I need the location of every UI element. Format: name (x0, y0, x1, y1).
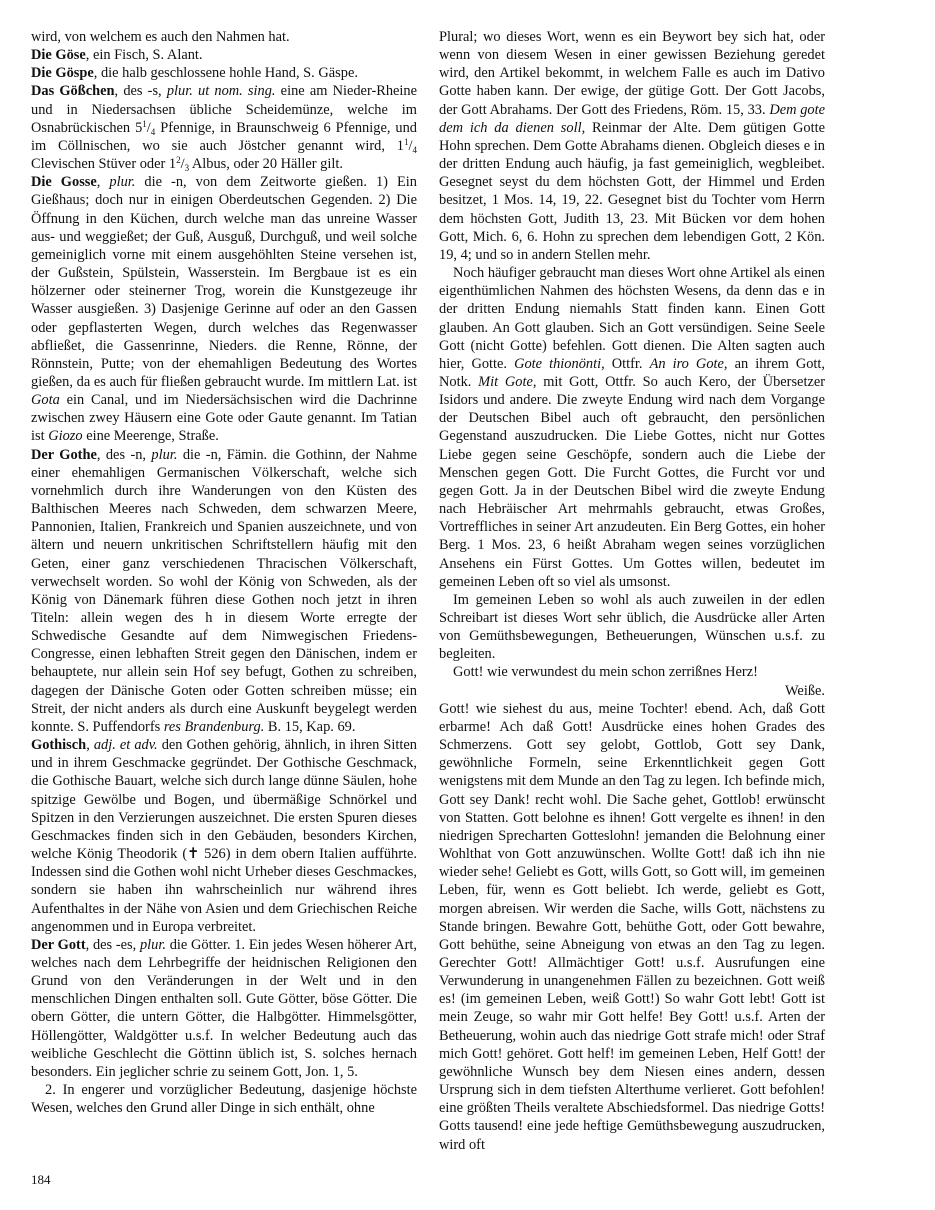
verse-quote: Gott! wie verwundest du mein schon zerrißnes Herz! (453, 664, 758, 681)
fraction-denominator: 4 (150, 126, 156, 137)
entry-gothe (31, 446, 417, 737)
grammar-note: plur. (109, 174, 136, 191)
headword: Die Göse (31, 47, 86, 64)
entry-text: den Gothen gehörig, ähnlich, in ihren Sitten und in ihrem Geschmacke gegründet. Der Gothische Geschmack, die Gothische Bauart, welche sich durch lange dünne Säulen, hohe spitzige Gewölbe und Bogen, und übermäßige Schnörkel und Spitzen in den Verzierungen auszeichnet. Die ersten Spuren dieses Geschmackes finden sich in den Gebäuden, besonders Kirchen, welche König Theodorik (✝ 526) in dem obern Italien aufführte. Indessen sind die Gothen wohl nicht Urheber dieses Geschmackes, sondern sie haben ihn wahrscheinlich nur während ihres Aufenthaltes in der Nähe von Asien und dem Griechischen Reiche angenommen und in Europa verbreitet. (31, 737, 418, 935)
entry-goespe (31, 64, 417, 82)
entry-text: , die halb geschlossene hohle Hand, S. Gäspe. (93, 65, 358, 82)
headword: Die Gosse (31, 174, 97, 191)
right-column (439, 28, 825, 1154)
entry-goesschen: Das Gößchen, des -s, plur. ut nom. sing. eine am Nieder-Rheine und in Niedersachsen übliche Scheidemünze, welche im Osnabrückischen $5^1/_4$ Pfennige, in Braunschweig 6 Pfennige, und im Cöllnischen, wo sie auch Jöstcher genannt wird, $1^1/_4$ Clevischen Stüver oder $1^2/_3$ Albus, oder 20 Häller gilt. (31, 83, 418, 174)
fraction-numerator: 1 (142, 118, 147, 129)
paragraph (439, 28, 825, 264)
entry-text: , des -s, (114, 83, 167, 100)
entry-text: die Götter. 1. Ein jedes Wesen höherer Art, welches nach dem Lehrbegriffe der heidnischen Religionen den Grund von den Veränderungen in der Welt und in den menschlichen Dingen enthalten soll. Gute Götter, böse Götter. Die obern Götter, die untern Götter, die Halbgötter. Himmelsgötter, Höllengötter, Waldgötter u.s.f. In welcher Bedeutung auch das weibliche Geschlecht die Göttinn üblich ist, S. solches hernach besonders. Ein jeglicher schrie zu seinem Gott, Jon. 1, 5. (31, 936, 418, 1080)
paragraph-text: an ihrem Gott, Notk. (439, 355, 826, 390)
fraction-numerator: 1 (404, 136, 409, 147)
fraction-numerator: 2 (176, 155, 181, 166)
entry-text: Pfennige, in Braunschweig 6 Pfennige, und im Cöllnischen, wo sie auch Jöstcher genannt wird, 1 (31, 119, 418, 154)
headword: Das Gößchen (31, 83, 115, 100)
headword: Die Göspe (31, 65, 94, 82)
grammar-note: adj. et adv. (93, 737, 158, 754)
entry-goese (31, 46, 417, 64)
entry-text: Albus, oder 20 Häller gilt. (189, 156, 343, 173)
entry-gott-sense-2: 2. In engerer und vorzüglicher Bedeutung, dasjenige höchste Wesen, welches den Grund aller Dinge in sich enthält, ohne (31, 1082, 417, 1117)
paragraph-text: Plural; wo dieses Wort, wenn es ein Beywort bey sich hat, oder wenn von diesem Wesen in einer gewissen Beziehung geredet wird, den Artikel bekommt, in welchem Falle es auch im Dativo Gotte haben kann. Der ewige, der gütige Gott. Der Gott Jacobs, der Gott Abrahams. Der Gott des Friedens, Röm. 15, 33. (439, 29, 825, 118)
citation-title: res Brandenburg. (163, 718, 265, 735)
paragraph-text: Reinmar der Alte. Dem gütigen Gotte Hohn sprechen. Dem Gotte Abrahams dienen. Obgleich dieses e in der dritten Endung auch häufig, ja fast gemeiniglich, wegbleibet. Gesegnet seyst du dem höchsten Gott, der Himmel und Erden besitzet, 1 Mos. 14, 19, 22. Gesegnet bist du Tochter vom Herrn dem höchsten Gott, Judith 13, 23. Mit Bücken vor dem hohen Gott, Mich. 6, 6. Hohn zu sprechen dem lebendigen Gott, 2 Kön. 19, 4; und so in andern Stellen mehr. (439, 119, 825, 263)
paragraph: Im gemeinen Leben so wohl als auch zuweilen in der edlen Schreibart ist dieses Wort sehr üblich, die Ausdrücke aller Arten von Gemüthsbewegungen, Betheuerungen, Wünschen u.s.f. zu begleiten. (439, 591, 825, 663)
entry-gothisch (31, 736, 417, 936)
entry-gott (31, 936, 417, 1081)
paragraph-text: Ottfr. (604, 355, 650, 372)
page-number: 184 (31, 1172, 51, 1187)
grammar-note: plur. (139, 936, 166, 953)
entry-text: , des -n, (96, 446, 152, 463)
entry-text: , ein Fisch, S. Alant. (85, 47, 203, 64)
entry-text: eine am Nieder-Rheine und in Niedersachsen übliche Scheidemünze, welche im Osnabrückischen 5 (31, 83, 417, 136)
quotation: Mit Gote, (478, 373, 537, 390)
verse-source: Weiße. (785, 682, 825, 699)
entry-continuation: wird, von welchem es auch den Nahmen hat. (31, 29, 290, 45)
entry-text: die -n, von dem Zeitworte gießen. 1) Ein Gießhaus; doch nur in einigen Oberdeutschen Gegenden. 2) Die Öffnung in den Küchen, durch welche man das unreine Wasser aus- und weggießet; der Guß, Ausguß, Durchguß, und weil solche gemeiniglich vorne mit einem ausgehöhlten Steine versehen ist, der Gußstein, Spülstein, Wasserstein. Im Bergbaue ist es ein hölzerner oder steinerner Trog, worein die Kunstgezeuge ihr Wasser ausgießen. 3) Dasjenige Gerinne auf oder an den Gassen oder gepflasterten Wegen, durch welches das Regenwasser abfließet, die Gassenrinne, Nieders. die Renne, Rönne, der Rönnstein, Putte; von der ehemahligen Bedeutung des Wortes gießen, da es auch für fließen gebraucht wurde. Im mittlern Lat. ist (31, 174, 417, 390)
paragraph-text: Noch häufiger gebraucht man dieses Wort ohne Artikel als einen eigenthümlichen Nahmen des höchsten Wesens, da denn das e in der dritten Endung niemahls Statt finden kann. Einen Gott glauben. An Gott glauben. Sich an Gott versündigen. Seine Seele Gott (nicht Gotte) befehlen. Gott dienen. Die Alten sagten auch hier, Gotte. (439, 265, 825, 372)
grammar-note: plur. ut nom. sing. (166, 83, 276, 100)
entry-text: eine Meerenge, Straße. (82, 428, 219, 445)
entry-text: , des -es, (85, 936, 140, 953)
paragraph (439, 264, 825, 591)
entry-text: die -n, Fämin. die Gothinn, der Nahme einer ehemahligen Germanischen Völkerschaft, welche sich vornehmlich durch ihre Wanderungen von den Küsten des Balthischen Meeres nach Schweden, dem schwarzen Meere, Pannonien, Italien, Frankreich und Spanien auszeichnete, und von ältern und neuern unkritischen Schriftstellern häufig mit den Geten, einer ganz verschiedenen Thracischen Völkerschaft, verwechselt worden. So wohl der König von Schweden, als der König von Dänemark führen diese Gothen noch jetzt in ihren Titeln: allein wegen des h in diesem Worte erregte der Schwedische Gesandte auf dem Nimwegischen Friedens-Congresse, einen lebhaften Streit gegen den Dänischen, indem er behauptete, nur allein sein Hof sey befugt, Gothen zu schreiben, dagegen der Dänische Goten oder Gotten schreiben müsse; ein Streit, der nicht anders als durch eine Auskunft beygelegt werden konnte. S. Puffendorfs (31, 446, 417, 735)
entry-text: , (96, 174, 110, 191)
paragraph: Gott! wie siehest du aus, meine Tochter! ebend. Ach, daß Gott erbarme! Ach daß Gott! Ausdrücke eines hohen Grades des Schmerzens. Gott sey gelobt, Gottlob, Gott sey Dank, gewöhnliche Formeln, seine Erkenntlichkeit gegen Gott wenigstens mit dem Munde an den Tag zu legen. Ich befinde mich, Gott sey Dank! recht wohl. Die Sache gehet, Gottlob! erwünscht von Statten. Gott belohne es ihnen! Gott vergelte es ihnen! in den niedrigen Sprecharten Gotteslohn! jemanden die Belohnung einer Wohlthat von Gott anzuwünschen. Wollte Gott! daß ich ihn nie wieder sehe! Geliebt es Gott, wills Gott, so Gott will, im gemeinen Leben, für, wenn es Gott beliebt. Ich werde, geliebt es Gott, morgen abreisen. Wir werden die Sache, wills Gott, nächstens zu Stande bringen. Bewahre Gott, behüthe Gott, oder Gott bewahre, Gott behüthe, seine Abneigung von etwas an den Tag zu legen. Gerechter Gott! Allmächtiger Gott! u.s.f. Ausrufungen eine Verwunderung in unangenehmen Fällen zu bezeichnen. Gott weiß es! (im gemeinen Leben, weiß Gott!) So wahr Gott lebt! Gott ist mein Zeuge, so wahr mir Gott helfe! Bey Gott! u.s.f. Arten der Betheuerung, wohin auch das niedrige Gott strafe mich! oder Straf mich Gott! gehöret. Gott helf! im gemeinen Leben, Helf Gott! der gewöhnliche Wunsch bey dem Niesen eines andern, dessen Ursprung sich in dem tiefsten Alterthume verlieret. Gott befohlen! eine größten Theils veraltete Abschiedsformel. Das niedrige Gotts! Gotts tausend! eine jede heftige Gemüthsbewegung auszudrucken, wird oft (439, 700, 825, 1153)
fraction-denominator: 3 (184, 163, 190, 174)
grammar-note: plur. (151, 446, 178, 463)
headword: Der Gothe (31, 446, 97, 463)
left-column (31, 28, 417, 1117)
foreign-term: Gota (31, 392, 60, 409)
entry-text: , (86, 737, 94, 754)
entry-text: ein Canal, und im Niedersächsischen wird die Dachrinne zwischen zwey Häusern eine Gote oder Gaute genannt. Im Tatian ist (31, 392, 417, 445)
entry-text: B. 15, Kap. 69. (264, 718, 356, 735)
entry-gosse (31, 173, 417, 445)
foreign-term: Giozo (48, 428, 83, 445)
headword: Gothisch (31, 737, 87, 754)
fraction-denominator: 4 (412, 144, 417, 155)
quotation: An iro Gote, (649, 355, 728, 372)
paragraph-text: mit Gott, Ottfr. So auch Kero, der Übersetzer Isidors und andere. Die zweyte Endung wird nach dem Vorgange der Deutschen Bibel auch oft gebraucht, den persönlichen Gegenstand auszudrucken. Die Liebe Gottes, nicht nur Gottes Liebe gegen seine Geschöpfe, sondern auch die Liebe der Menschen gegen Gott. Die Furcht Gottes, die Furcht vor und gegen Gott. Ja in der Deutschen Bibel wird die zweyte Endung nach Hebräischer Art mehrmahls gebraucht, etwas Großes, Vortreffliches in seiner Art anzudeuten. Ein Berg Gottes, ein hoher Berg. 1 Mos. 23, 6 heißt Abraham wegen seines vorzüglichen Ansehens ein Fürst Gottes. Um Gottes willen, bedeutet im gemeinen Leben oft so viel als umsonst. (439, 373, 826, 590)
quotation: Gote thionönti, (514, 355, 605, 372)
entry-text: Clevischen Stüver oder 1 (31, 156, 177, 173)
headword: Der Gott (31, 936, 86, 953)
quotation: Dem gote dem ich da dienen soll, (439, 101, 825, 136)
